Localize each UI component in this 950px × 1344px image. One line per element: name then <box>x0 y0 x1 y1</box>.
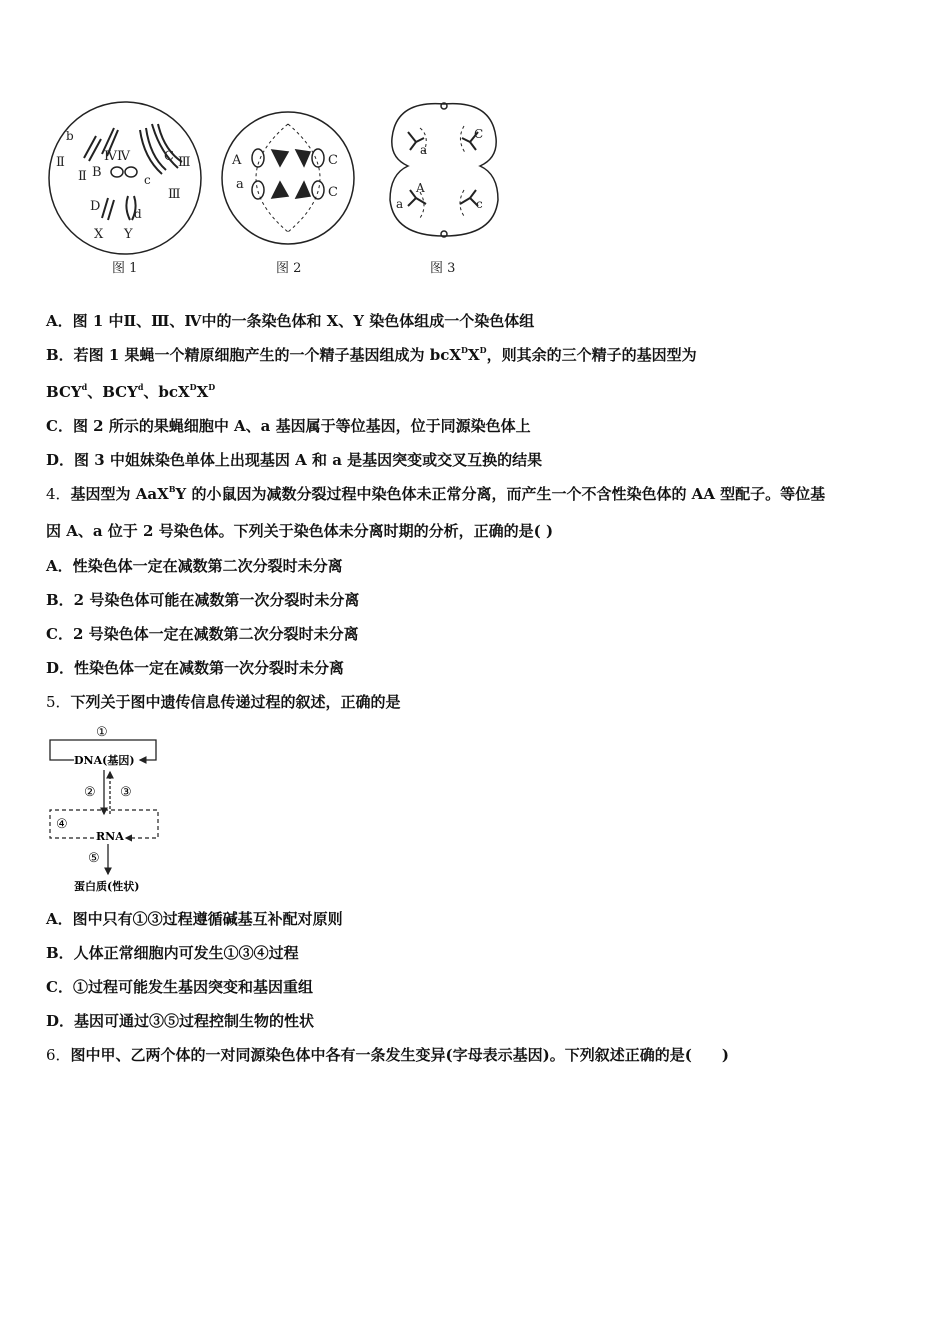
q4-number: 4． <box>46 485 71 503</box>
fig1-label-ii-mid: Ⅱ <box>78 169 87 184</box>
q4-option-c: C．2 号染色体一定在减数第二次分裂时未分离 <box>46 625 359 643</box>
q4-stem-post: Y 的小鼠因为减数分裂过程中染色体未正常分离，而产生一个不含性染色体的 AA 型配子。等位基 <box>175 485 826 503</box>
q3-option-c: C．图 2 所示的果蝇细胞中 A、a 基因属于等位基因，位于同源染色体上 <box>46 417 531 435</box>
q4-option-a: A．性染色体一定在减数第二次分裂时未分离 <box>46 557 343 575</box>
q3-b2-p4: X <box>196 383 209 401</box>
q3-b2-s3: D <box>189 382 197 392</box>
q6-number: 6． <box>46 1046 71 1064</box>
step-2-label: ② <box>84 785 96 800</box>
fig1-label-b: b <box>66 129 74 143</box>
step-5-label: ⑤ <box>88 851 100 866</box>
q3-b-text-pre: B．若图 1 果蝇一个精原细胞产生的一个精子基因组成为 bcX <box>46 346 462 364</box>
fig1-label-B: B <box>92 165 102 180</box>
q3-option-b-line1 <box>46 345 697 365</box>
fig2-label-C-top: C <box>328 153 338 168</box>
q5-stem <box>46 692 401 712</box>
q3-b-text-mid: X <box>467 346 480 364</box>
q3-b2-p3: 、bcX <box>143 383 190 401</box>
fig1-label-c: c <box>144 173 151 187</box>
q4-option-d: D．性染色体一定在减数第一次分裂时未分离 <box>46 659 345 677</box>
genetic-info-flow-diagram <box>44 722 174 897</box>
q4-option-b: B．2 号染色体可能在减数第一次分裂时未分离 <box>46 591 360 609</box>
q5-stem-text: 下列关于图中遗传信息传递过程的叙述，正确的是 <box>70 693 401 711</box>
fig1-label-C: C <box>164 149 174 164</box>
figure-1 <box>49 102 201 276</box>
q4-stem-sup: B <box>168 484 176 494</box>
fig2-label-C-bottom: C <box>328 185 338 200</box>
q3-b2-s2: d <box>137 382 144 392</box>
q4-stem-line2: 因 A、a 位于 2 号染色体。下列关于染色体未分离时期的分析，正确的是( ) <box>46 522 554 540</box>
fig1-label-d: d <box>134 207 142 221</box>
rna-node: RNA <box>96 830 124 843</box>
step-4-label: ④ <box>56 817 68 832</box>
q3-b-sup1: D <box>461 345 468 355</box>
fig1-label-iii-top: Ⅲ <box>178 155 191 170</box>
q3-b-sup2: D <box>479 345 487 355</box>
q3-option-a: A．图 1 中Ⅱ、Ⅲ、Ⅳ中的一条染色体和 X、Y 染色体组成一个染色体组 <box>46 312 535 330</box>
q3-b2-p2: 、BCY <box>87 383 138 401</box>
q5-option-c: C．①过程可能发生基因突变和基因重组 <box>46 978 313 996</box>
fig3-label-a-top: a <box>420 143 428 157</box>
fig2-caption: 图 2 <box>276 261 302 276</box>
fig1-caption: 图 1 <box>112 261 138 276</box>
fig1-label-iv: ⅣⅣ <box>104 149 130 164</box>
fig1-label-iii-bottom: Ⅲ <box>168 187 181 202</box>
fig3-label-a-bottom: a <box>396 197 404 211</box>
fig3-label-C-top: C <box>474 127 484 141</box>
fig3-label-A-bottom: A <box>416 181 425 195</box>
q3-b2-s1: d <box>81 382 88 392</box>
fig1-label-X: X <box>94 227 104 242</box>
q5-option-a: A．图中只有①③过程遵循碱基互补配对原则 <box>46 910 343 928</box>
dna-node: DNA(基因) <box>74 754 135 767</box>
q3-option-b-line2 <box>46 382 215 402</box>
q6-stem-text: 图中甲、乙两个体的一对同源染色体中各有一条发生变异(字母表示基因)。下列叙述正确的是( ) <box>70 1046 729 1064</box>
q6-stem <box>46 1045 729 1065</box>
q5-option-d: D．基因可通过③⑤过程控制生物的性状 <box>46 1012 315 1030</box>
fig3-label-c-bottom: c <box>476 197 483 211</box>
chromosome-figures <box>44 96 504 281</box>
step-3-label: ③ <box>120 785 132 800</box>
fig1-label-D: D <box>90 199 101 214</box>
protein-node: 蛋白质(性状) <box>74 880 140 893</box>
fig3-caption: 图 3 <box>430 261 456 276</box>
figure-3 <box>390 103 498 276</box>
q5-option-b: B．人体正常细胞内可发生①③④过程 <box>46 944 299 962</box>
q5-number: 5． <box>46 693 71 711</box>
q4-stem-pre: 基因型为 AaX <box>70 485 169 503</box>
fig2-label-a: a <box>236 177 244 192</box>
q4-stem-line1 <box>46 484 825 504</box>
fig2-label-A: A <box>232 153 242 168</box>
fig1-label-Y: Y <box>124 227 133 242</box>
figure-2 <box>222 112 354 276</box>
q3-b2-s4: D <box>208 382 216 392</box>
q3-option-d: D．图 3 中姐妹染色单体上出现基因 A 和 a 是基因突变或交叉互换的结果 <box>46 451 543 469</box>
q3-b2-p1: BCY <box>46 383 82 401</box>
fig1-label-ii-left: Ⅱ <box>56 155 65 170</box>
step-1-label: ① <box>96 725 108 740</box>
q3-b-text-post: ，则其余的三个精子的基因型为 <box>486 346 697 364</box>
